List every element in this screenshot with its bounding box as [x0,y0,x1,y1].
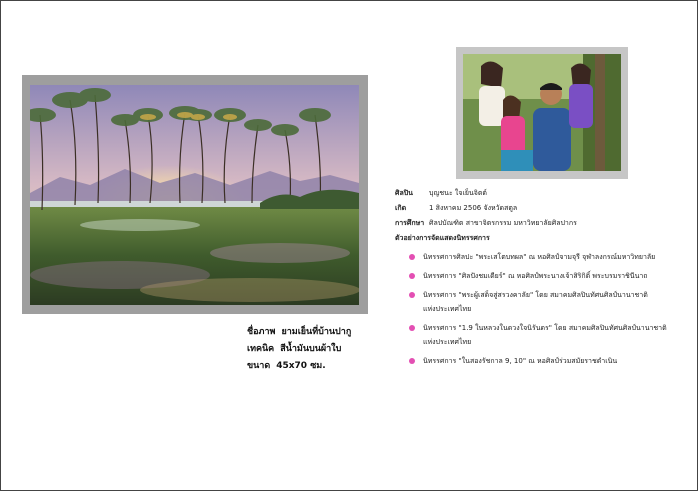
caption-title-label: ชื่อภาพ [247,327,276,337]
artist-education-value: ศิลปบัณฑิต สาขาจิตรกรรม มหาวิทยาลัยศิลปากร [429,219,577,227]
artist-photo [463,54,621,171]
exhibitions-list [395,250,685,368]
list-item [395,269,685,283]
caption-technique-row [247,341,397,358]
artist-born-value: 1 สิงหาคม 2506 จังหวัดสตูล [429,204,518,212]
exhibition-line: นิทรรศการ "1.9 ในหลวงในดวงใจนิรันดร" โดย สมาคมศิลปินทัศนศิลป์นานาชาติ [423,324,667,332]
artist-born-row [395,201,685,216]
bullet-icon [409,325,415,331]
exhibition-line: นิทรรศการ "ในสองรัชกาล 9, 10" ณ หอศิลป์ร่วมสมัยราชดำเนิน [423,357,618,365]
bullet-icon [409,358,415,364]
exhibition-line-2: แห่งประเทศไทย [423,338,472,346]
caption-size-row [247,358,397,375]
artist-name-label: ศิลปิน [395,189,413,197]
caption-technique-value: สีน้ำมันบนผ้าใบ [280,344,342,354]
caption-title-value: ยามเย็นที่บ้านปากู [281,327,352,337]
list-item [395,354,685,368]
exhibition-line: นิทรรศการ "ศิลปังชมเดียร์" ณ หอศิลป์พระนางเจ้าสิริกิติ์ พระบรมราชินีนาถ [423,272,648,280]
list-item [395,250,685,264]
painting-frame [22,75,368,314]
painting-image [30,85,359,305]
artist-name-value: บุญชนะ ใจเย็นจิตต์ [429,189,487,197]
caption-title-row [247,324,397,341]
artist-education-row [395,216,685,231]
artist-photo-frame [456,47,628,179]
list-item [395,288,685,316]
exhibition-line-2: แห่งประเทศไทย [423,305,472,313]
bullet-icon [409,292,415,298]
exhibition-line: นิทรรศการศิลปะ "พระเสโตบทผล" ณ หอศิลป์จามจุรี จุฬาลงกรณ์มหาวิทยาลัย [423,253,656,261]
artist-education-label: การศึกษา [395,219,425,227]
list-item [395,321,685,349]
bullet-icon [409,273,415,279]
caption-size-value: 45x70 ซม. [276,361,326,371]
artist-born-label: เกิด [395,204,407,212]
caption-technique-label: เทคนิค [247,344,275,354]
bullet-icon [409,254,415,260]
exhibition-line: นิทรรศการ "พระผู้เสด็จสู่สรวงคาลัย" โดย สมาคมศิลปินทัศนศิลป์นานาชาติ [423,291,648,299]
artist-name-row [395,186,685,201]
caption-size-label: ขนาด [247,361,271,371]
exhibitions-heading: ตัวอย่างการจัดแสดงนิทรรศการ [395,234,490,242]
artist-info [395,186,685,373]
artwork-caption [247,324,397,375]
